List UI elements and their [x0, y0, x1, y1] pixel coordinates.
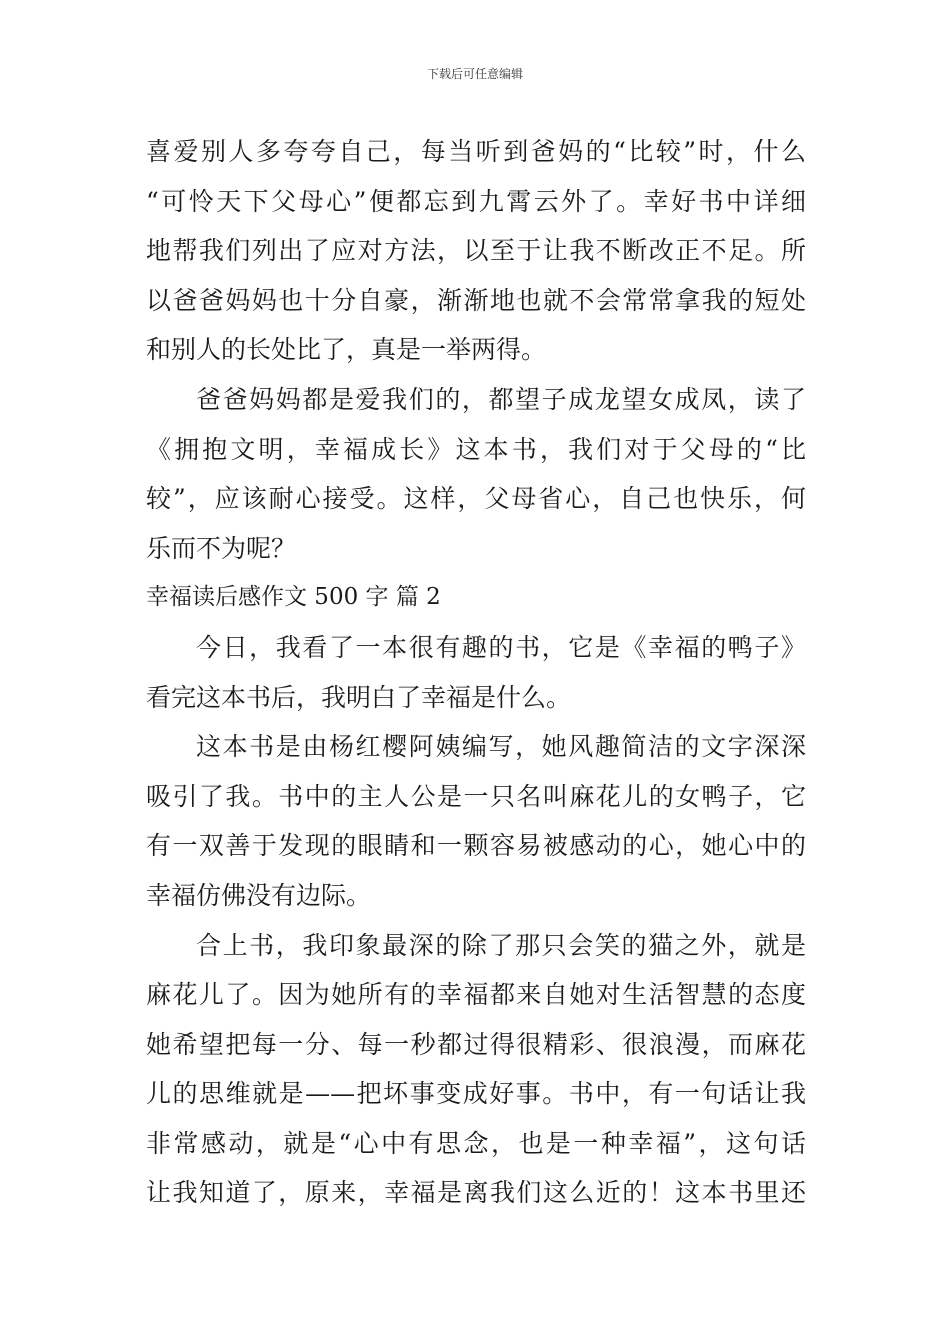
text-line: 爸爸妈妈都是爱我们的，都望子成龙望女成凤，读了 [196, 384, 806, 414]
text-line: 这本书是由杨红樱阿姨编写，她风趣简洁的文字深深 [196, 732, 806, 762]
text-line: 让我知道了，原来，幸福是离我们这么近的！这本书里还 [146, 1178, 806, 1208]
text-line: 吸引了我。书中的主人公是一只名叫麻花儿的女鸭子，它 [146, 781, 806, 811]
section-heading: 幸福读后感作文 500 字 篇 2 [146, 584, 441, 611]
text-line: 《拥抱文明，幸福成长》这本书，我们对于父母的“比 [146, 434, 806, 464]
text-line: “可怜天下父母心”便都忘到九霄云外了。幸好书中详细 [146, 186, 806, 216]
text-line: 非常感动，就是“心中有思念，也是一种幸福”，这句话 [146, 1128, 806, 1158]
document-body [146, 127, 806, 1218]
text-line: 儿的思维就是——把坏事变成好事。书中，有一句话让我 [146, 1079, 806, 1109]
text-line: 乐而不为呢？ [146, 533, 297, 563]
text-line: 较”，应该耐心接受。这样，父母省心，自己也快乐，何 [146, 484, 806, 514]
text-line: 有一双善于发现的眼睛和一颗容易被感动的心，她心中的 [146, 831, 806, 861]
text-line: 喜爱别人多夸夸自己，每当听到爸妈的“比较”时，什么 [146, 137, 806, 166]
text-line: 今日，我看了一本很有趣的书，它是《幸福的鸭子》 [196, 632, 806, 662]
page-header: 下载后可任意编辑 [426, 67, 523, 81]
text-line: 合上书，我印象最深的除了那只会笑的猫之外，就是 [196, 930, 806, 960]
text-line: 看完这本书后，我明白了幸福是什么。 [146, 682, 572, 712]
text-line: 以爸爸妈妈也十分自豪，渐渐地也就不会常常拿我的短处 [146, 285, 806, 315]
text-line: 地帮我们列出了应对方法，以至于让我不断改正不足。所 [146, 236, 806, 266]
text-line: 麻花儿了。因为她所有的幸福都来自她对生活智慧的态度 [146, 980, 806, 1010]
text-line: 幸福仿佛没有边际。 [146, 880, 372, 910]
text-line: 她希望把每一分、每一秒都过得很精彩、很浪漫，而麻花 [146, 1029, 806, 1059]
text-line: 和别人的长处比了，真是一举两得。 [146, 335, 547, 365]
